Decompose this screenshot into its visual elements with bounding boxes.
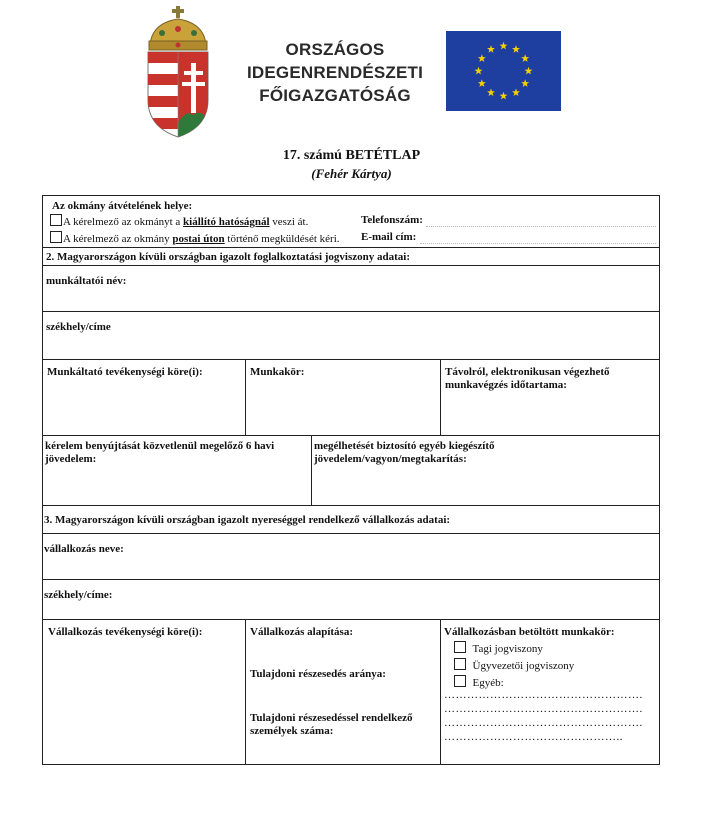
supplementary-income-label: megélhetését biztosító egyéb kiegészítő jövedelem/vagyon/megtakarítás: [314,440,495,465]
employer-seat-label: székhely/címe [46,321,111,333]
eu-flag-icon [446,31,561,111]
agency-line-3: FŐIGAZGATÓSÁG [259,86,411,105]
role-option-manager[interactable]: Ügyvezetői jogviszony [454,658,574,673]
email-input-line[interactable] [420,243,656,244]
section2-heading: 2. Magyarországon kívüli országban igazolt foglalkoztatási jogviszony adatai: [46,251,411,263]
phone-label: Telefonszám: [361,214,423,226]
employer-activity-label: Munkáltató tevékenységi köre(i): [47,366,203,378]
employer-name-label: munkáltatói név: [46,275,127,287]
six-month-income-label: kérelem benyújtását közvetlenül megelőző 6 havi jövedelem: [45,440,275,465]
owners-count-label: Tulajdoni részesedéssel rendelkező személyek száma: [250,712,413,737]
company-seat-label: székhely/címe: [44,589,113,601]
company-activity-label: Vállalkozás tevékenységi köre(i): [48,626,203,638]
coat-of-arms-icon [142,5,214,140]
form-subtitle: (Fehér Kártya) [311,166,392,181]
role-member-checkbox[interactable] [454,641,466,653]
company-founding-label: Vállalkozás alapítása: [250,626,353,638]
role-manager-checkbox[interactable] [454,658,466,670]
pickup-post-checkbox[interactable] [50,231,62,243]
email-label: E-mail cím: [361,231,417,243]
form-title: 17. számú BETÉTLAP [282,148,421,163]
pickup-option-post[interactable]: A kérelmező az okmány postai úton történő megküldését kéri. [50,231,340,246]
role-dotted-line-3[interactable]: ……………………………………………. [444,717,643,729]
role-option-other[interactable]: Egyéb: [454,675,504,690]
ownership-ratio-label: Tulajdoni részesedés aránya: [250,668,386,680]
role-dotted-line-1[interactable]: ……………………………………………. [444,689,643,701]
company-name-label: vállalkozás neve: [44,543,124,555]
position-label: Munkakör: [250,366,305,378]
role-option-member[interactable]: Tagi jogviszony [454,641,543,656]
pickup-option-authority[interactable]: A kérelmező az okmányt a kiállító hatóságnál veszi át. [50,214,308,229]
section3-heading: 3. Magyarországon kívüli országban igazolt nyereséggel rendelkező vállalkozás adatai: [44,514,451,526]
agency-name [240,38,430,107]
phone-input-line[interactable] [426,226,656,227]
role-dotted-line-4[interactable]: ……………………………………….. [444,731,623,743]
role-dotted-line-2[interactable]: ……………………………………………. [444,703,643,715]
company-role-heading: Vállalkozásban betöltött munkakör: [444,626,615,638]
pickup-authority-checkbox[interactable] [50,214,62,226]
remote-work-label: Távolról, elektronikusan végezhető munkavégzés időtartama: [445,366,610,391]
role-other-checkbox[interactable] [454,675,466,687]
agency-line-2: IDEGENRENDÉSZETI [246,63,424,82]
agency-line-1: ORSZÁGOS [285,40,385,59]
pickup-place-heading: Az okmány átvételének helye: [52,200,193,212]
